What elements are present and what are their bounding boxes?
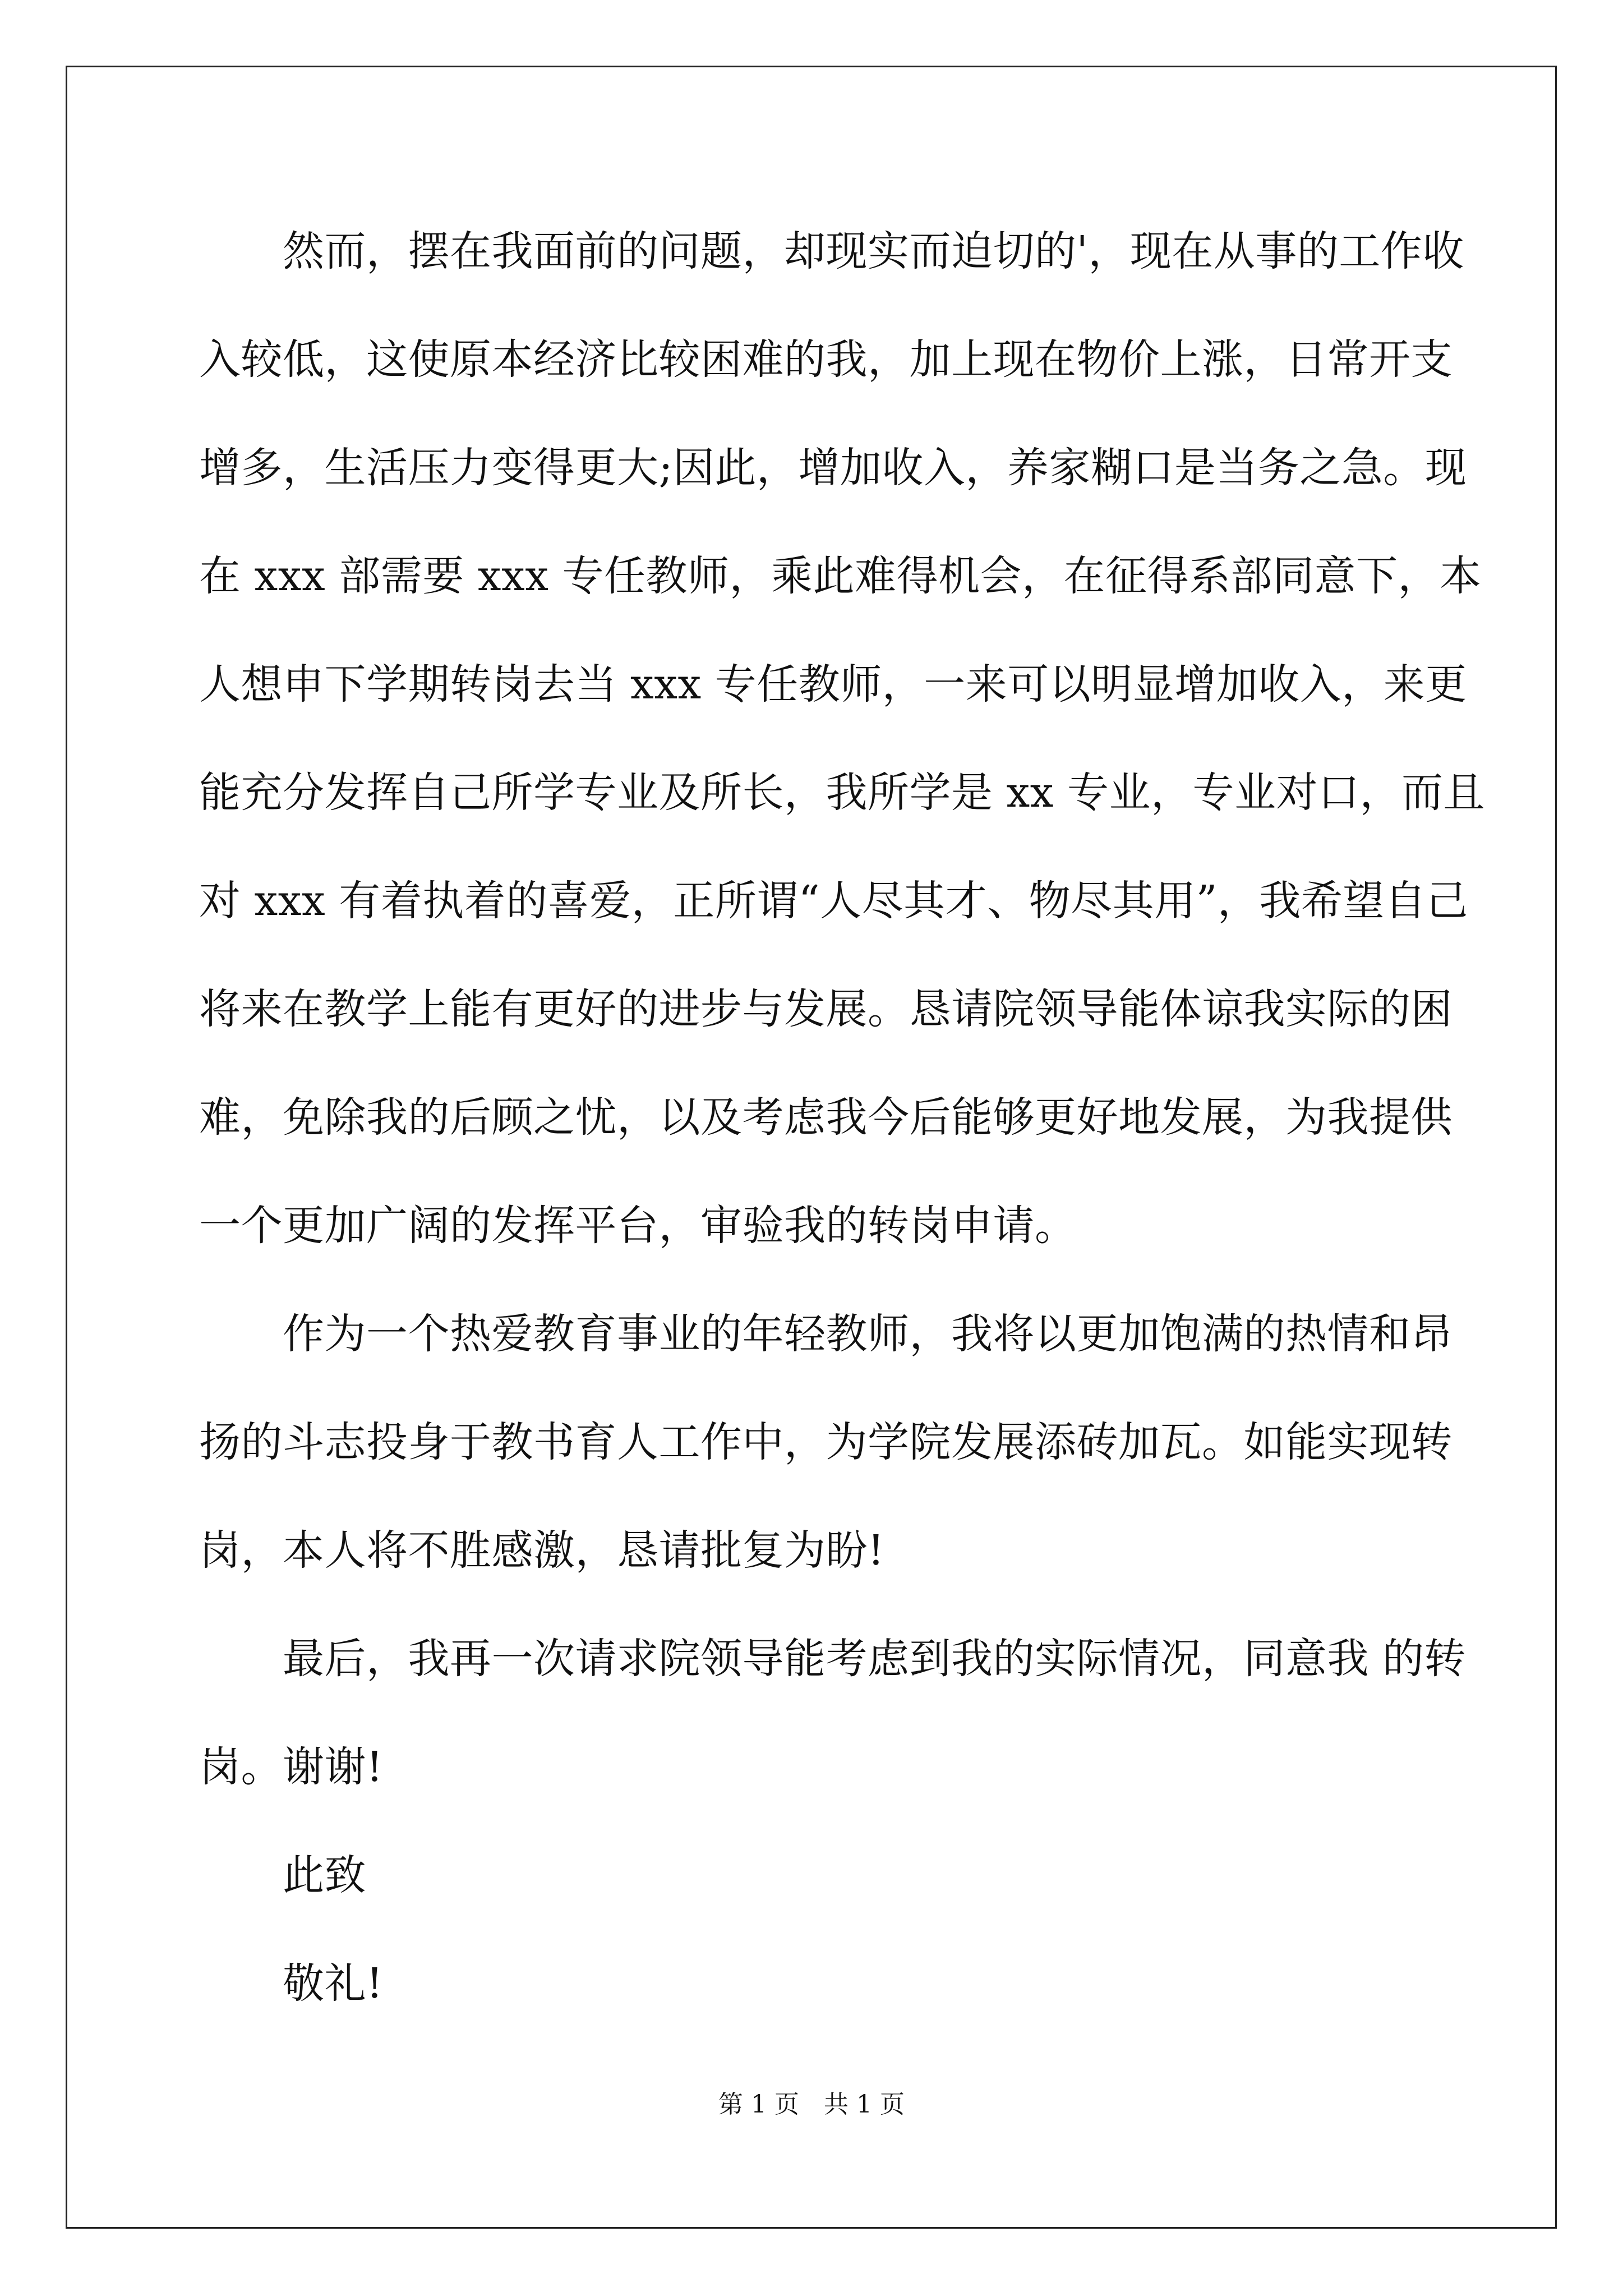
text-line: 岗，本人将不胜感激，恳请批复为盼! <box>199 1526 885 1575</box>
text-line: 然而，摆在我面前的问题，却现实而迫切的'，现在从事的工作收 <box>199 227 1464 275</box>
text-line: 对 xxx 有着执着的喜爱，正所谓“人尽其才、物尽其用”，我希望自己 <box>199 877 1468 925</box>
text-line: 人想申下学期转岗去当 xxx 专任教师，一来可以明显增加收入，来更 <box>199 660 1467 708</box>
text-line: 在 xxx 部需要 xxx 专任教师，乘此难得机会，在征得系部同意下，本 <box>199 552 1482 600</box>
text-line: 此致 <box>199 1851 366 1899</box>
text-line: 最后，我再一次请求院领导能考虑到我的实际情况，同意我 的转 <box>199 1635 1467 1683</box>
text-line: 能充分发挥自己所学专业及所长，我所学是 xx 专业，专业对口，而且 <box>199 769 1486 817</box>
text-line: 作为一个热爱教育事业的年轻教师，我将以更加饱满的热情和昂 <box>199 1310 1453 1358</box>
text-line: 一个更加广阔的发挥平台，审验我的转岗申请。 <box>199 1202 1077 1250</box>
text-line: 难，免除我的后顾之忧，以及考虑我今后能够更好地发展，为我提供 <box>199 1093 1453 1142</box>
text-line: 敬礼! <box>199 1959 384 2008</box>
text-line: 将来在教学上能有更好的进步与发展。恳请院领导能体谅我实际的困 <box>199 985 1453 1033</box>
text-line: 入较低，这使原本经济比较困难的我，加上现在物价上涨，日常开支 <box>199 335 1453 384</box>
page-footer: 第 1 页 共 1 页 <box>718 2090 905 2119</box>
text-line: 增多，生活压力变得更大;因此，增加收入，养家糊口是当务之急。现 <box>199 444 1467 492</box>
text-line: 岗。谢谢! <box>199 1743 384 1791</box>
text-line: 扬的斗志投身于教书育人工作中，为学院发展添砖加瓦。如能实现转 <box>199 1418 1453 1466</box>
